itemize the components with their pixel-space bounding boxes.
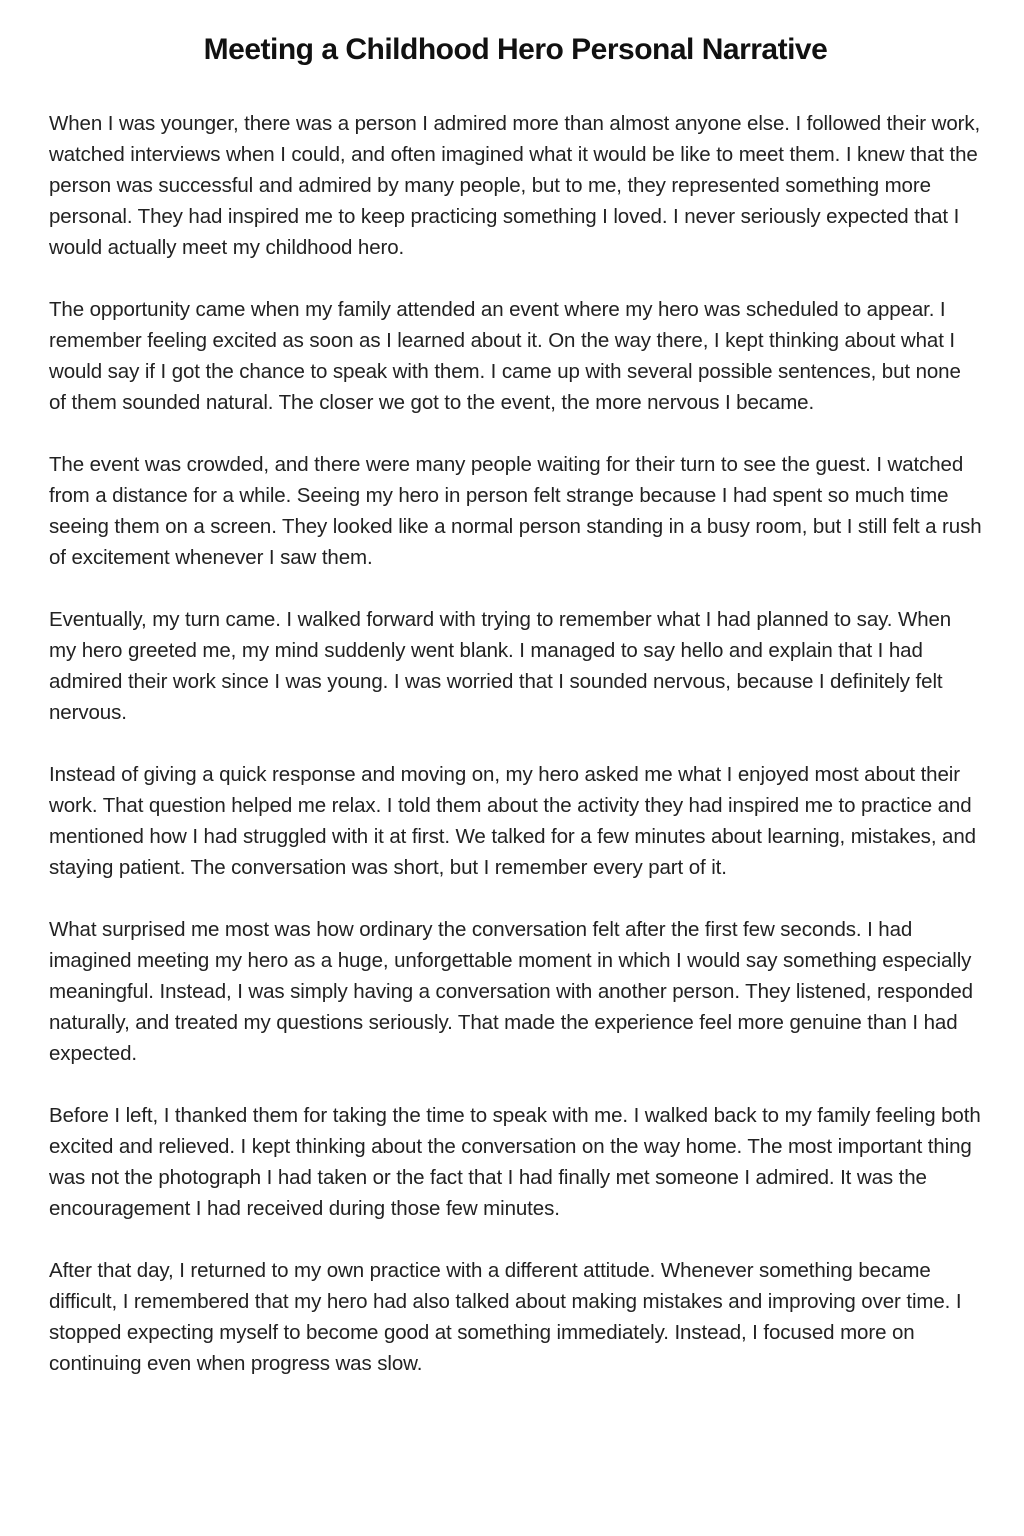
paragraph-1: When I was younger, there was a person I admired more than almost anyone else. I followed their work, watched interviews when I could, and often imagined what it would be like to meet them. I knew that the person was successful and admired by many people, but to me, they represented something more personal. They had inspired me to keep practicing something I loved. I never seriously expected that I would actually meet my childhood hero. xyxy=(49,112,981,259)
document-title: Meeting a Childhood Hero Personal Narrative xyxy=(203,33,828,66)
paragraph-4: Eventually, my turn came. I walked forward with trying to remember what I had planned to say. When my hero greeted me, my mind suddenly went blank. I managed to say hello and explain that I had admired their work since I was young. I was worried that I sounded nervous, because I definitely felt nervous. xyxy=(49,608,952,724)
paragraph-2: The opportunity came when my family attended an event where my hero was scheduled to appear. I remember feeling excited as soon as I learned about it. On the way there, I kept thinking about what I would say if I got the chance to speak with them. I came up with several possible sentences, but none of them sounded natural. The closer we got to the event, the more nervous I became. xyxy=(49,298,961,414)
paragraph-5: Instead of giving a quick response and moving on, my hero asked me what I enjoyed most about their work. That question helped me relax. I told them about the activity they had inspired me to practice and mentioned how I had struggled with it at first. We talked for a few minutes about learning, mistakes, and staying patient. The conversation was short, but I remember every part of it. xyxy=(49,763,976,879)
paragraph-3: The event was crowded, and there were many people waiting for their turn to see the guest. I watched from a distance for a while. Seeing my hero in person felt strange because I had spent so much time seeing them on a screen. They looked like a normal person standing in a busy room, but I still felt a rush of excitement whenever I saw them. xyxy=(49,453,982,569)
paragraph-8: After that day, I returned to my own practice with a different attitude. Whenever something became difficult, I remembered that my hero had also talked about making mistakes and improving over time. I stopped expecting myself to become good at something immediately. Instead, I focused more on continuing even when progress was slow. xyxy=(49,1259,962,1375)
paragraph-6: What surprised me most was how ordinary the conversation felt after the first few seconds. I had imagined meeting my hero as a huge, unforgettable moment in which I would say something especially meaningful. Instead, I was simply having a conversation with another person. They listened, responded naturally, and treated my questions seriously. That made the experience feel more genuine than I had expected. xyxy=(49,918,973,1065)
paragraph-7: Before I left, I thanked them for taking the time to speak with me. I walked back to my family feeling both excited and relieved. I kept thinking about the conversation on the way home. The most important thing was not the photograph I had taken or the fact that I had finally met someone I admired. It was the encouragement I had received during those few minutes. xyxy=(49,1104,981,1220)
